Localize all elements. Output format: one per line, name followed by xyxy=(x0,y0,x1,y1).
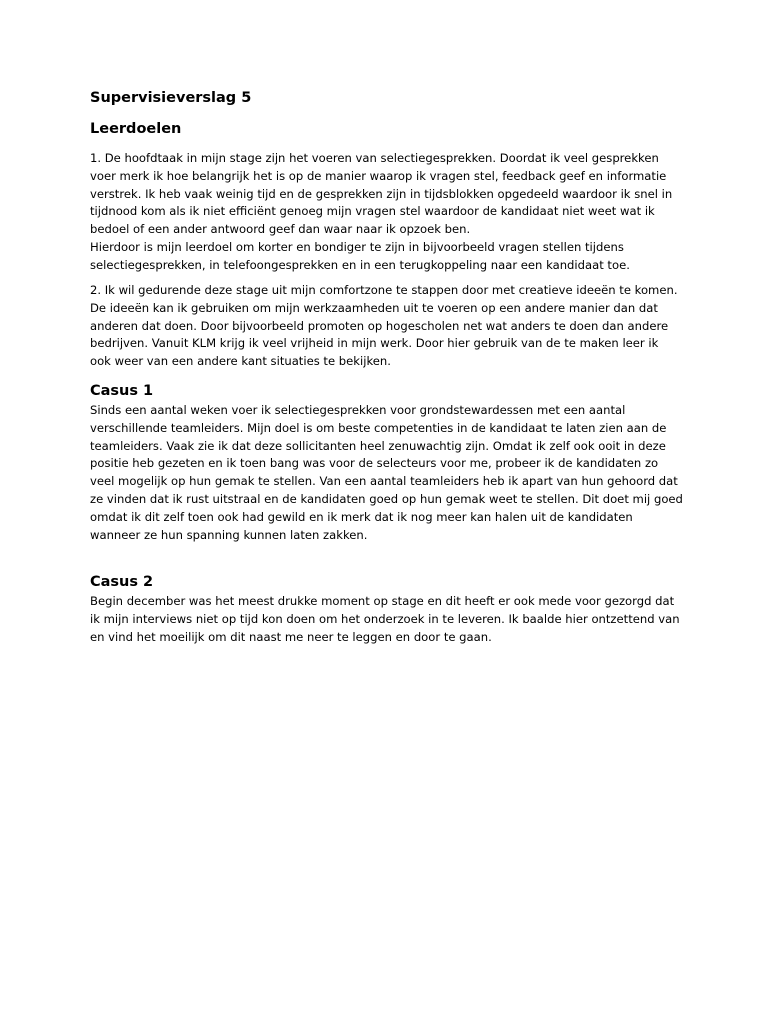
text-line: anderen dat doen. Door bijvoorbeeld promoten op hogescholen net wat anders te doen dan andere xyxy=(90,318,669,333)
text-line: ze vinden dat ik rust uitstraal en de kandidaten goed op hun gemak weet te stellen. Dit doet mij goed xyxy=(90,491,683,506)
text-line: verstrek. Ik heb vaak weinig tijd en de gesprekken zijn in tijdsblokken opgedeeld waardoor ik snel in xyxy=(90,186,673,201)
text-line: verschillende teamleiders. Mijn doel is om beste competenties in de kandidaat te laten zien aan de xyxy=(90,420,667,435)
text-line: Sinds een aantal weken voer ik selectiegesprekken voor grondstewardessen met een aantal xyxy=(90,403,626,417)
text-line: 1. De hoofdtaak in mijn stage zijn het voeren van selectiegesprekken. Doordat ik veel gesprekken xyxy=(90,151,659,165)
paragraph-leerdoel-2 xyxy=(90,282,678,371)
text-line: ook weer van een andere kant situaties te bekijken. xyxy=(90,354,391,369)
text-line: 2. Ik wil gedurende deze stage uit mijn comfortzone te stappen door met creatieve ideeën te komen. xyxy=(90,283,678,297)
document-title: Supervisieverslag 5 xyxy=(90,90,252,106)
paragraph-casus-1 xyxy=(90,402,683,544)
text-line: De ideeën kan ik gebruiken om mijn werkzaamheden uit te voeren op een andere manier dan dat xyxy=(90,300,658,315)
text-line: positie heb gezeten en ik toen bang was voor de selecteurs voor me, probeer ik de kandidaten zo xyxy=(90,456,659,471)
section-heading-casus-2: Casus 2 xyxy=(90,574,154,590)
text-line: bedoel of een ander antwoord geef dan waar naar ik opzoek ben. xyxy=(90,222,471,237)
text-line: selectiegesprekken, in telefoongesprekken en in een terugkoppeling naar een kandidaat toe. xyxy=(90,257,630,272)
section-heading-leerdoelen: Leerdoelen xyxy=(90,121,182,137)
text-line: wanneer ze hun spanning kunnen laten zakken. xyxy=(90,527,368,542)
text-line: voer merk ik hoe belangrijk het is op de manier waarop ik vragen stel, feedback geef en informatie xyxy=(90,168,667,183)
paragraph-leerdoel-1 xyxy=(90,150,672,275)
text-line: Begin december was het meest drukke moment op stage en dit heeft er ook mede voor gezorgd dat xyxy=(90,594,675,608)
text-line: ik mijn interviews niet op tijd kon doen om het onderzoek in te leveren. Ik baalde hier ontzettend van xyxy=(90,611,680,626)
text-line: Hierdoor is mijn leerdoel om korter en bondiger te zijn in bijvoorbeeld vragen stellen tijdens xyxy=(90,239,624,254)
text-line: tijdnood kom als ik niet efficiënt genoeg mijn vragen stel waardoor de kandidaat niet weet wat ik xyxy=(90,204,655,219)
section-heading-casus-1: Casus 1 xyxy=(90,383,154,399)
text-line: omdat ik dit zelf toen ook had gewild en ik merk dat ik nog meer kan halen uit de kandidaten xyxy=(90,509,633,524)
paragraph-casus-2 xyxy=(90,593,680,646)
text-line: bedrijven. Vanuit KLM krijg ik veel vrijheid in mijn werk. Door hier gebruik van de te maken leer ik xyxy=(90,336,659,351)
text-line: teamleiders. Vaak zie ik dat deze sollicitanten heel zenuwachtig zijn. Omdat ik zelf ook ooit in deze xyxy=(90,438,666,453)
text-line: en vind het moeilijk om dit naast me neer te leggen en door te gaan. xyxy=(90,629,492,644)
text-line: veel mogelijk op hun gemak te stellen. Van een aantal teamleiders heb ik apart van hun gehoord dat xyxy=(90,474,678,489)
